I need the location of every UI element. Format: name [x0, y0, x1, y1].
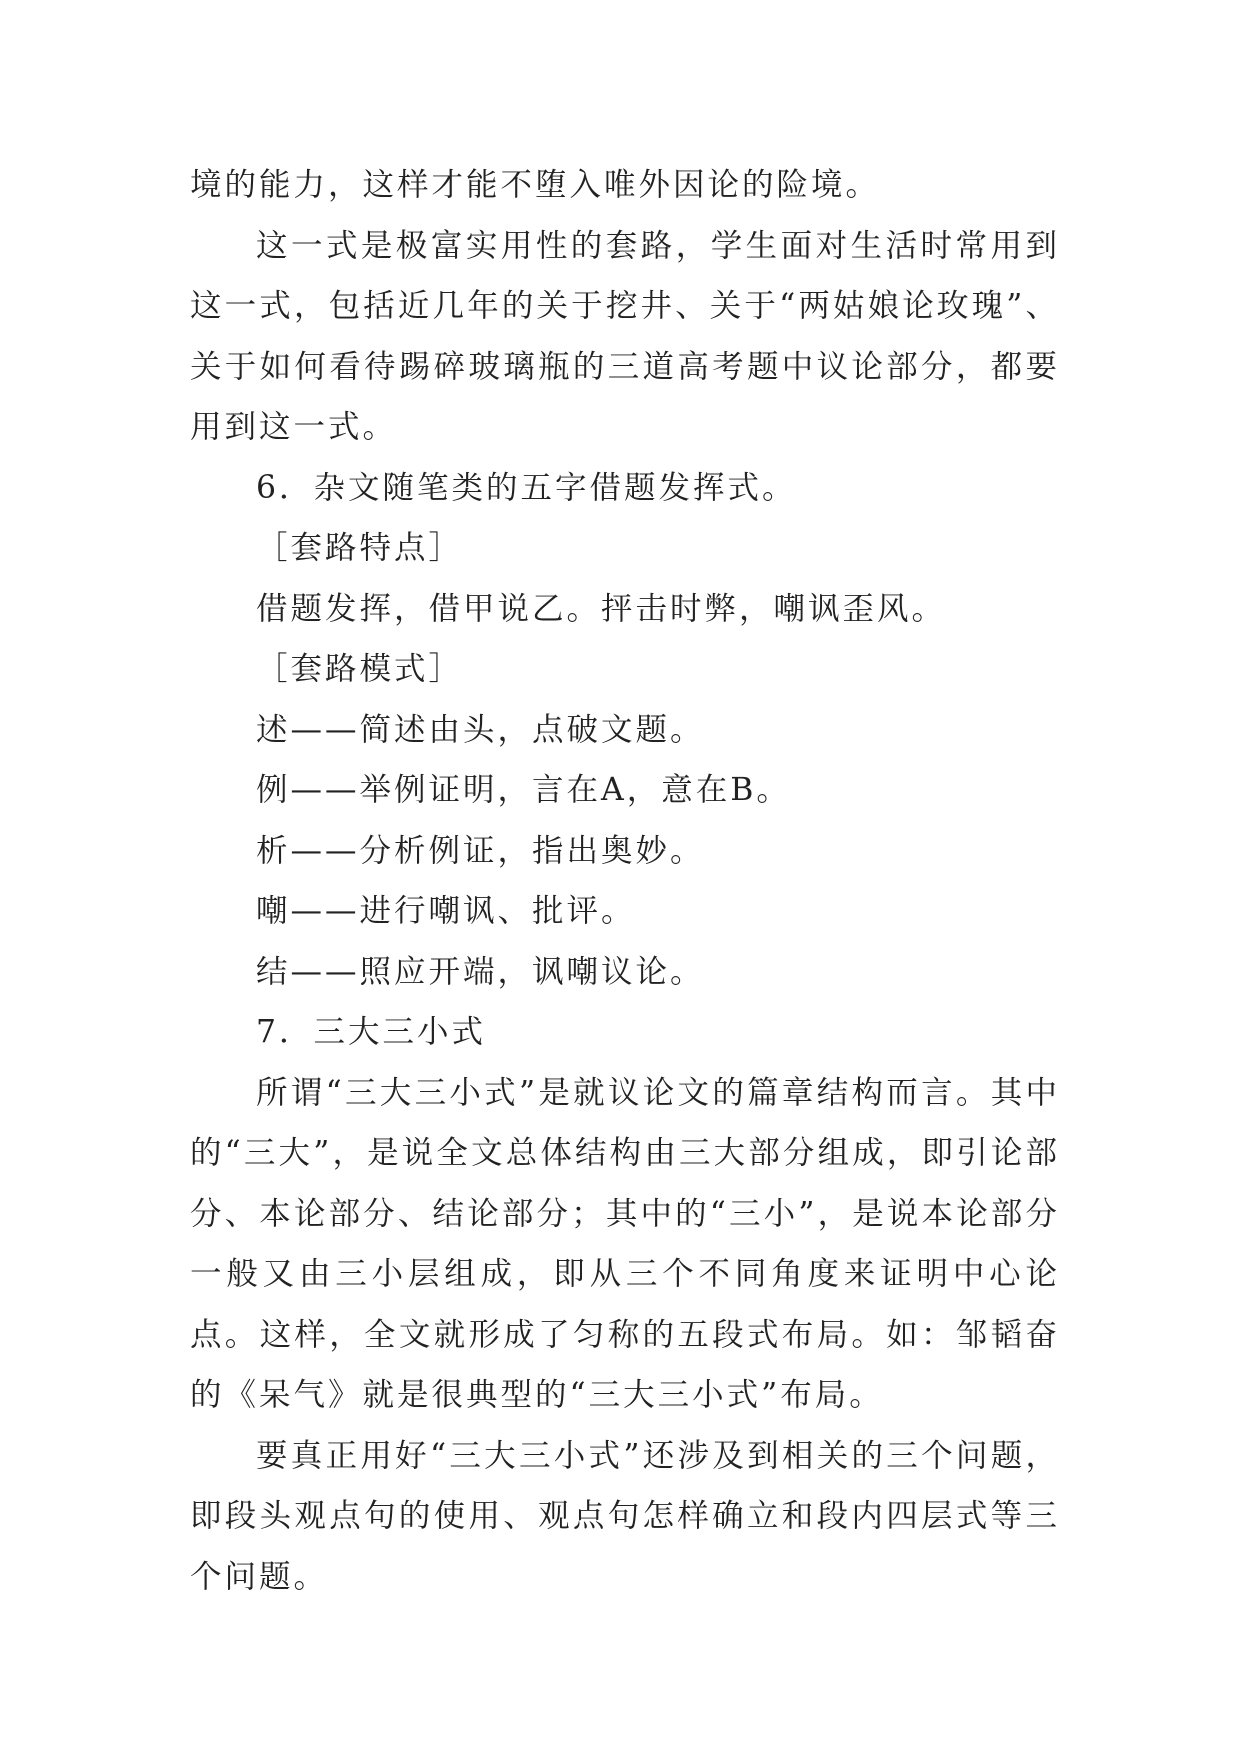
pattern-item-li: 例——举例证明，言在A，意在B。: [256, 772, 791, 808]
paragraph-related-issues: 要真正用好“三大三小式”还涉及到相关的三个问题，即段头观点句的使用、观点句怎样确立和段内四层式等三个问题。: [190, 1437, 1060, 1595]
paragraph-three-big-three-small: 所谓“三大三小式”是就议论文的篇章结构而言。其中的“三大”，是说全文总体结构由三大部分组成，即引论部分、本论部分、结论部分；其中的“三小”，是说本论部分一般又由三小层组成，即从三个不同角度来证明中心论点。这样，全文就形成了匀称的五段式布局。如：邹韬奋的《呆气》就是很典型的“三大三小式”布局。: [190, 1074, 1060, 1413]
section-heading-6: 6．杂文随笔类的五字借题发挥式。: [256, 469, 797, 506]
pattern-item-shu: 述——简述由头，点破文题。: [256, 711, 705, 748]
subheading-features: ［套路特点］: [256, 530, 464, 566]
subheading-pattern: ［套路模式］: [256, 651, 464, 687]
section-heading-7: 7．三大三小式: [256, 1014, 487, 1050]
paragraph-features: 借题发挥，借甲说乙。抨击时弊，嘲讽歪风。: [256, 590, 947, 627]
paragraph-practicality: 这一式是极富实用性的套路，学生面对生活时常用到这一式，包括近几年的关于挖井、关于“两姑娘论玫瑰”、关于如何看待踢碎玻璃瓶的三道高考题中议论部分，都要用到这一式。: [190, 227, 1060, 445]
pattern-item-xi: 析——分析例证，指出奥妙。: [256, 832, 705, 869]
pattern-item-jie: 结——照应开端，讽嘲议论。: [256, 953, 705, 990]
paragraph-continuation: 境的能力，这样才能不堕入唯外因论的险境。: [190, 167, 881, 203]
pattern-item-chao: 嘲——进行嘲讽、批评。: [256, 893, 636, 929]
body-text: [190, 155, 1060, 1607]
